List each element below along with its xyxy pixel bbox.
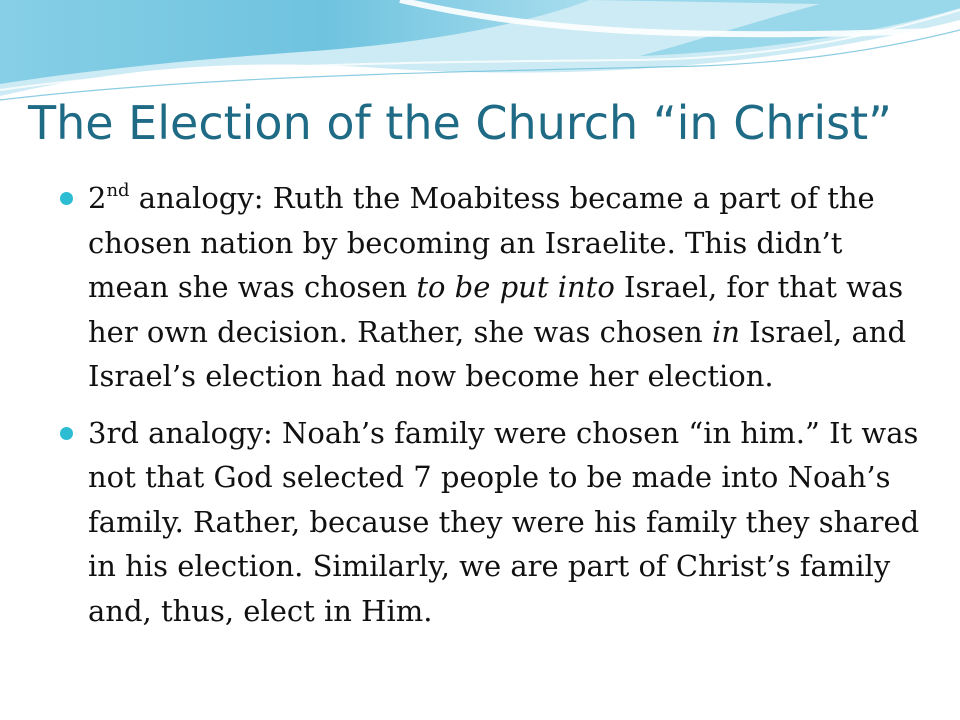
bullet-text: analogy: Ruth the Moabitess became a part of the chosen nation by becoming an Israelite. This didn’t mean she was chosen	[88, 181, 875, 304]
slide-title: The Election of the Church “in Christ”	[28, 96, 893, 150]
bullet-text-italic: in	[711, 314, 740, 349]
bullet-text: Israel, and Israel’s election had now become her election.	[88, 314, 907, 393]
ordinal-superscript: nd	[106, 180, 130, 201]
bullet-text: Israel, for that was her own decision. Rather, she was chosen	[88, 270, 904, 349]
bullet-item	[60, 411, 920, 634]
bullet-text: 3rd analogy: Noah’s family were chosen “in him.” It was not that God selected 7 people to be made into Noah’s family. Rather, because they were his family they shared in his election. Similarly, we are part of Christ’s family and, thus, elect in Him.	[88, 415, 920, 628]
bullet-item	[60, 176, 920, 399]
bullet-number: 2	[88, 181, 107, 215]
bullet-list	[60, 176, 920, 645]
bullet-text-italic: to be put into	[416, 270, 615, 304]
bullet-dot-icon	[60, 427, 73, 440]
bullet-dot-icon	[60, 192, 73, 205]
